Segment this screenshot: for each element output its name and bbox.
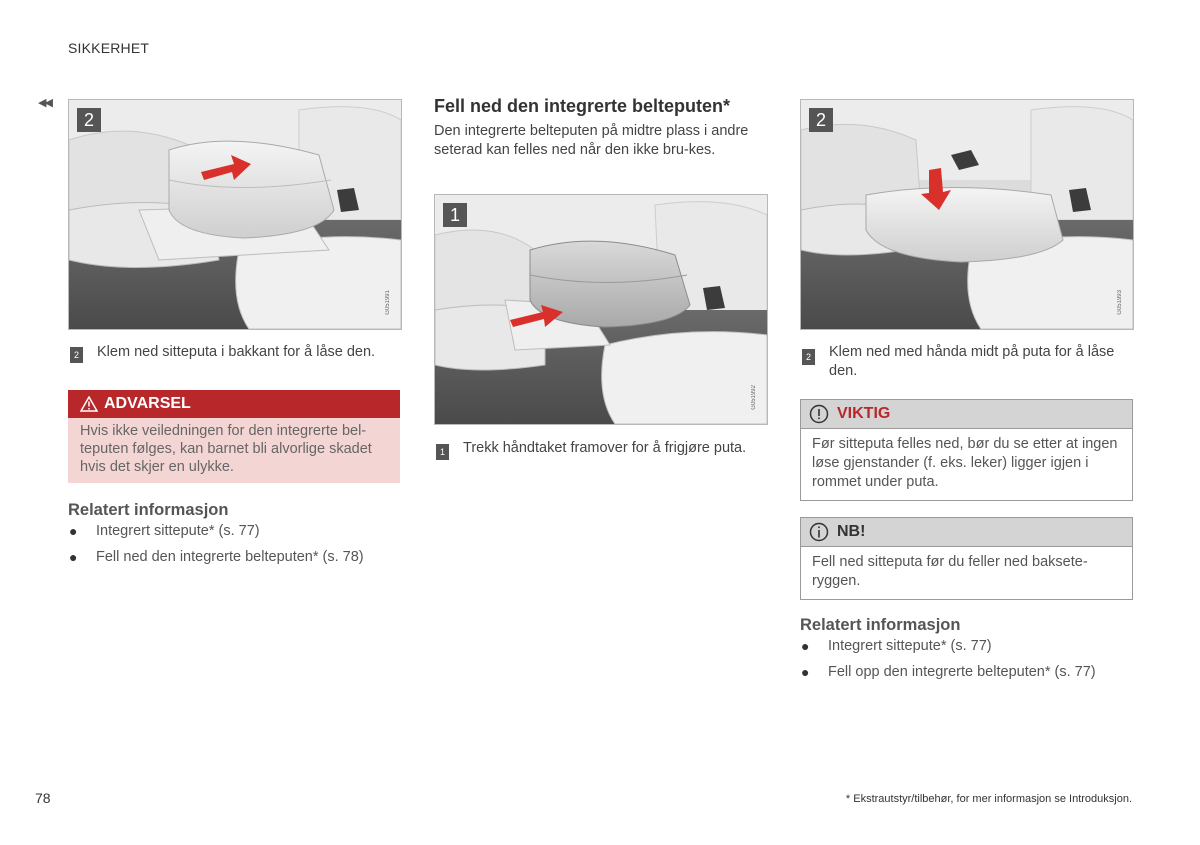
figure-code: G051991	[385, 290, 391, 315]
warning-text: Hvis ikke veiledningen for den integrerte bel-teputen følges, kan barnet bli alvorlige skadet hvis det skjer en ulykke.	[80, 423, 372, 475]
section-title: SIKKERHET	[68, 40, 150, 56]
step-badge: 2	[802, 349, 815, 365]
seat-illustration-press-down	[800, 99, 1134, 330]
figure-number: 1	[443, 203, 467, 227]
info-circle-icon	[809, 522, 829, 542]
back-arrows-icon[interactable]: ◀◀	[38, 97, 51, 109]
list-item[interactable]: ● Integrert sittepute* (s. 77)	[68, 518, 398, 544]
warning-box	[68, 390, 400, 483]
list-item[interactable]: ● Integrert sittepute* (s. 77)	[800, 633, 1130, 659]
figure-number: 2	[77, 108, 101, 132]
figure-code: G051993	[1117, 290, 1123, 315]
note-box	[800, 517, 1133, 600]
step-badge: 2	[70, 347, 83, 363]
related-info-title: Relatert informasjon	[68, 501, 229, 519]
exclamation-circle-icon	[809, 404, 829, 424]
warning-icon	[80, 396, 98, 412]
figure-number: 2	[809, 108, 833, 132]
note-text: Fell ned sitteputa før du feller ned baksete-ryggen.	[812, 554, 1088, 589]
seat-illustration-lock-rear	[68, 99, 402, 330]
related-info-title: Relatert informasjon	[800, 616, 961, 634]
intro-text: Den integrerte belteputen på midtre plass i andre seterad kan felles ned når den ikke bru-kes.	[434, 123, 749, 158]
important-title: VIKTIG	[837, 405, 891, 422]
note-title: NB!	[837, 523, 866, 540]
related-info-list	[68, 518, 398, 570]
list-item[interactable]: ● Fell ned den integrerte belteputen* (s. 78)	[68, 544, 398, 570]
seat-illustration-release-handle	[434, 194, 768, 425]
figure-code: G051992	[751, 385, 757, 410]
related-info-list	[800, 633, 1130, 685]
footnote: * Ekstrautstyr/tilbehør, for mer informasjon se Introduksjon.	[845, 793, 1132, 805]
step-caption: Klem ned sitteputa i bakkant for å låse den.	[97, 344, 376, 360]
bullet-icon: ●	[801, 664, 810, 680]
step-caption: Klem ned med hånda midt på puta for å låse den.	[829, 344, 1115, 379]
bullet-icon: ●	[69, 549, 78, 565]
warning-title: ADVARSEL	[104, 395, 191, 412]
page-number: 78	[35, 790, 51, 806]
step-caption: Trekk håndtaket framover for å frigjøre puta.	[463, 440, 747, 456]
step-badge: 1	[436, 444, 449, 460]
important-text: Før sitteputa felles ned, bør du se etter at ingen løse gjenstander (f. eks. leker) ligger igjen i rommet under puta.	[812, 436, 1118, 490]
list-item[interactable]: ● Fell opp den integrerte belteputen* (s. 77)	[800, 659, 1130, 685]
bullet-icon: ●	[801, 638, 810, 654]
section-heading: Fell ned den integrerte belteputen*	[434, 96, 731, 116]
bullet-icon: ●	[69, 523, 78, 539]
important-box	[800, 399, 1133, 501]
